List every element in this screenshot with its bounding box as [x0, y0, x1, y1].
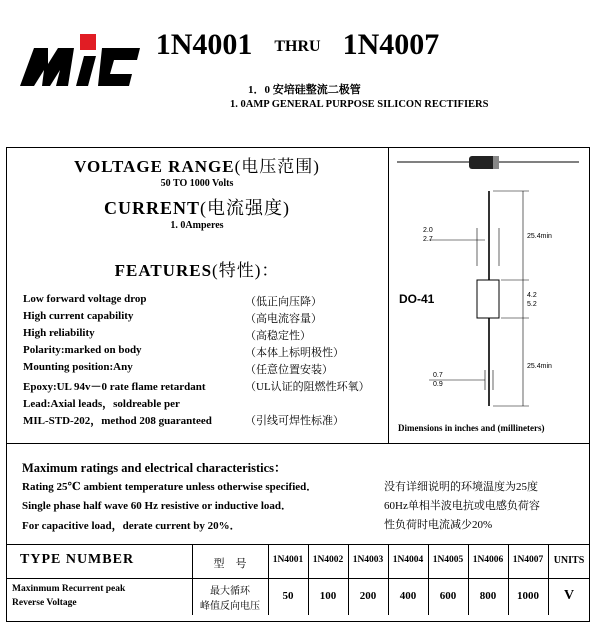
current-cn: (电流强度)	[200, 198, 290, 218]
feature-item: High reliability （高稳定性）	[23, 327, 311, 342]
column-header: 1N4007	[512, 555, 544, 565]
title-end: 1N4007	[342, 28, 440, 61]
title-start: 1N4001	[155, 28, 253, 61]
type-number-cn: 型 号	[213, 558, 247, 570]
column-header: 1N4002	[312, 555, 344, 565]
param-en-line1: Maxinmum Recurrent peak	[12, 584, 126, 594]
dimensions-note: Dimensions in inches and (millineters)	[398, 423, 545, 433]
section-divider	[6, 443, 590, 444]
current-heading	[6, 194, 388, 220]
wire-dia-top: 0.7	[433, 372, 443, 379]
feature-item: Polarity:marked on body （本体上标明极性）	[23, 344, 344, 359]
param-cn-line1: 最大循环	[210, 586, 250, 597]
voltage-range-heading	[6, 152, 388, 177]
features-heading	[6, 256, 388, 281]
wire-dia-bottom: 0.9	[433, 381, 443, 388]
body-len-top: 4.2	[527, 292, 537, 299]
table-cell: 600	[439, 590, 457, 602]
current-en: CURRENT	[103, 198, 200, 218]
table-top-border	[6, 544, 590, 545]
table-cell: 400	[399, 590, 417, 602]
feature-item: Mounting position:Any （任意位置安装）	[23, 361, 333, 376]
current-value: 1. 0Amperes	[170, 220, 224, 231]
units-header: UNITS	[553, 555, 585, 566]
page-title	[0, 28, 595, 62]
features-title-en: FEATURES	[114, 261, 213, 280]
type-number-label: TYPE NUMBER	[20, 552, 135, 567]
feature-item: High current capability （高电流容量）	[23, 310, 322, 325]
table-cell: 1000	[517, 590, 539, 602]
ratings-cn-line: 60Hz单相半波电抗或电感负荷容	[384, 500, 540, 512]
diode-body	[477, 280, 499, 318]
table-cell: 100	[319, 590, 337, 602]
column-header: 1N4004	[392, 555, 424, 565]
table-cell: 50	[282, 590, 294, 602]
table-header-border	[6, 578, 590, 579]
unit-cell: V	[563, 588, 575, 603]
features-title-cn: (特性)：	[212, 261, 280, 280]
feature-item: MIL-STD-202，method 208 guaranteed （引线可焊性标准）	[23, 415, 344, 427]
feature-item: Low forward voltage drop （低正向压降）	[23, 293, 322, 308]
column-header: 1N4005	[432, 555, 464, 565]
lead-dia-top: 2.0	[423, 227, 433, 234]
symbol-band	[493, 156, 499, 169]
title-thru: THRU	[274, 38, 321, 55]
voltage-value: 50 TO 1000 Volts	[160, 178, 234, 189]
ratings-line: For capacitive load，derate current by 20%．	[22, 520, 241, 532]
subtitle-en: 1. 0AMP GENERAL PURPOSE SILICON RECTIFIERS	[230, 99, 489, 110]
column-header: 1N4003	[352, 555, 384, 565]
voltage-range-en: VOLTAGE RANGE	[74, 157, 235, 176]
subtitle-cn: 1．0 安培硅整流二极管	[248, 84, 361, 96]
column-header: 1N4006	[472, 555, 504, 565]
voltage-range-cn: (电压范围)	[234, 157, 320, 176]
package-label: DO-41	[399, 292, 435, 306]
table-cell: 800	[479, 590, 497, 602]
ratings-cn-line: 性负荷时电流减少20%	[384, 519, 493, 531]
ratings-title: Maximum ratings and electrical characteristics：	[22, 461, 287, 475]
body-len-bottom: 5.2	[527, 301, 537, 308]
feature-item: Lead:Axial leads，soldreable per	[23, 398, 180, 410]
lead-dia-bottom: 2.7	[423, 236, 433, 243]
column-header: 1N4001	[272, 555, 304, 565]
param-en-line2: Reverse Voltage	[12, 598, 77, 608]
param-cn-line2: 峰值反向电压	[200, 601, 260, 612]
ratings-line: Single phase half wave 60 Hz resistive or inductive load．	[22, 500, 293, 512]
ratings-line: Rating 25℃ ambient temperature unless otherwise specified．	[22, 481, 318, 493]
lead-len-top: 25.4min	[527, 233, 552, 240]
lead-len-bottom: 25.4min	[527, 363, 552, 370]
feature-item: Epoxy:UL 94v－0 rate flame retardant （UL认证的阻燃性环氧）	[23, 381, 370, 393]
ratings-cn-line: 没有详细说明的环境温度为25度	[384, 481, 538, 493]
table-cell: 200	[359, 590, 377, 602]
